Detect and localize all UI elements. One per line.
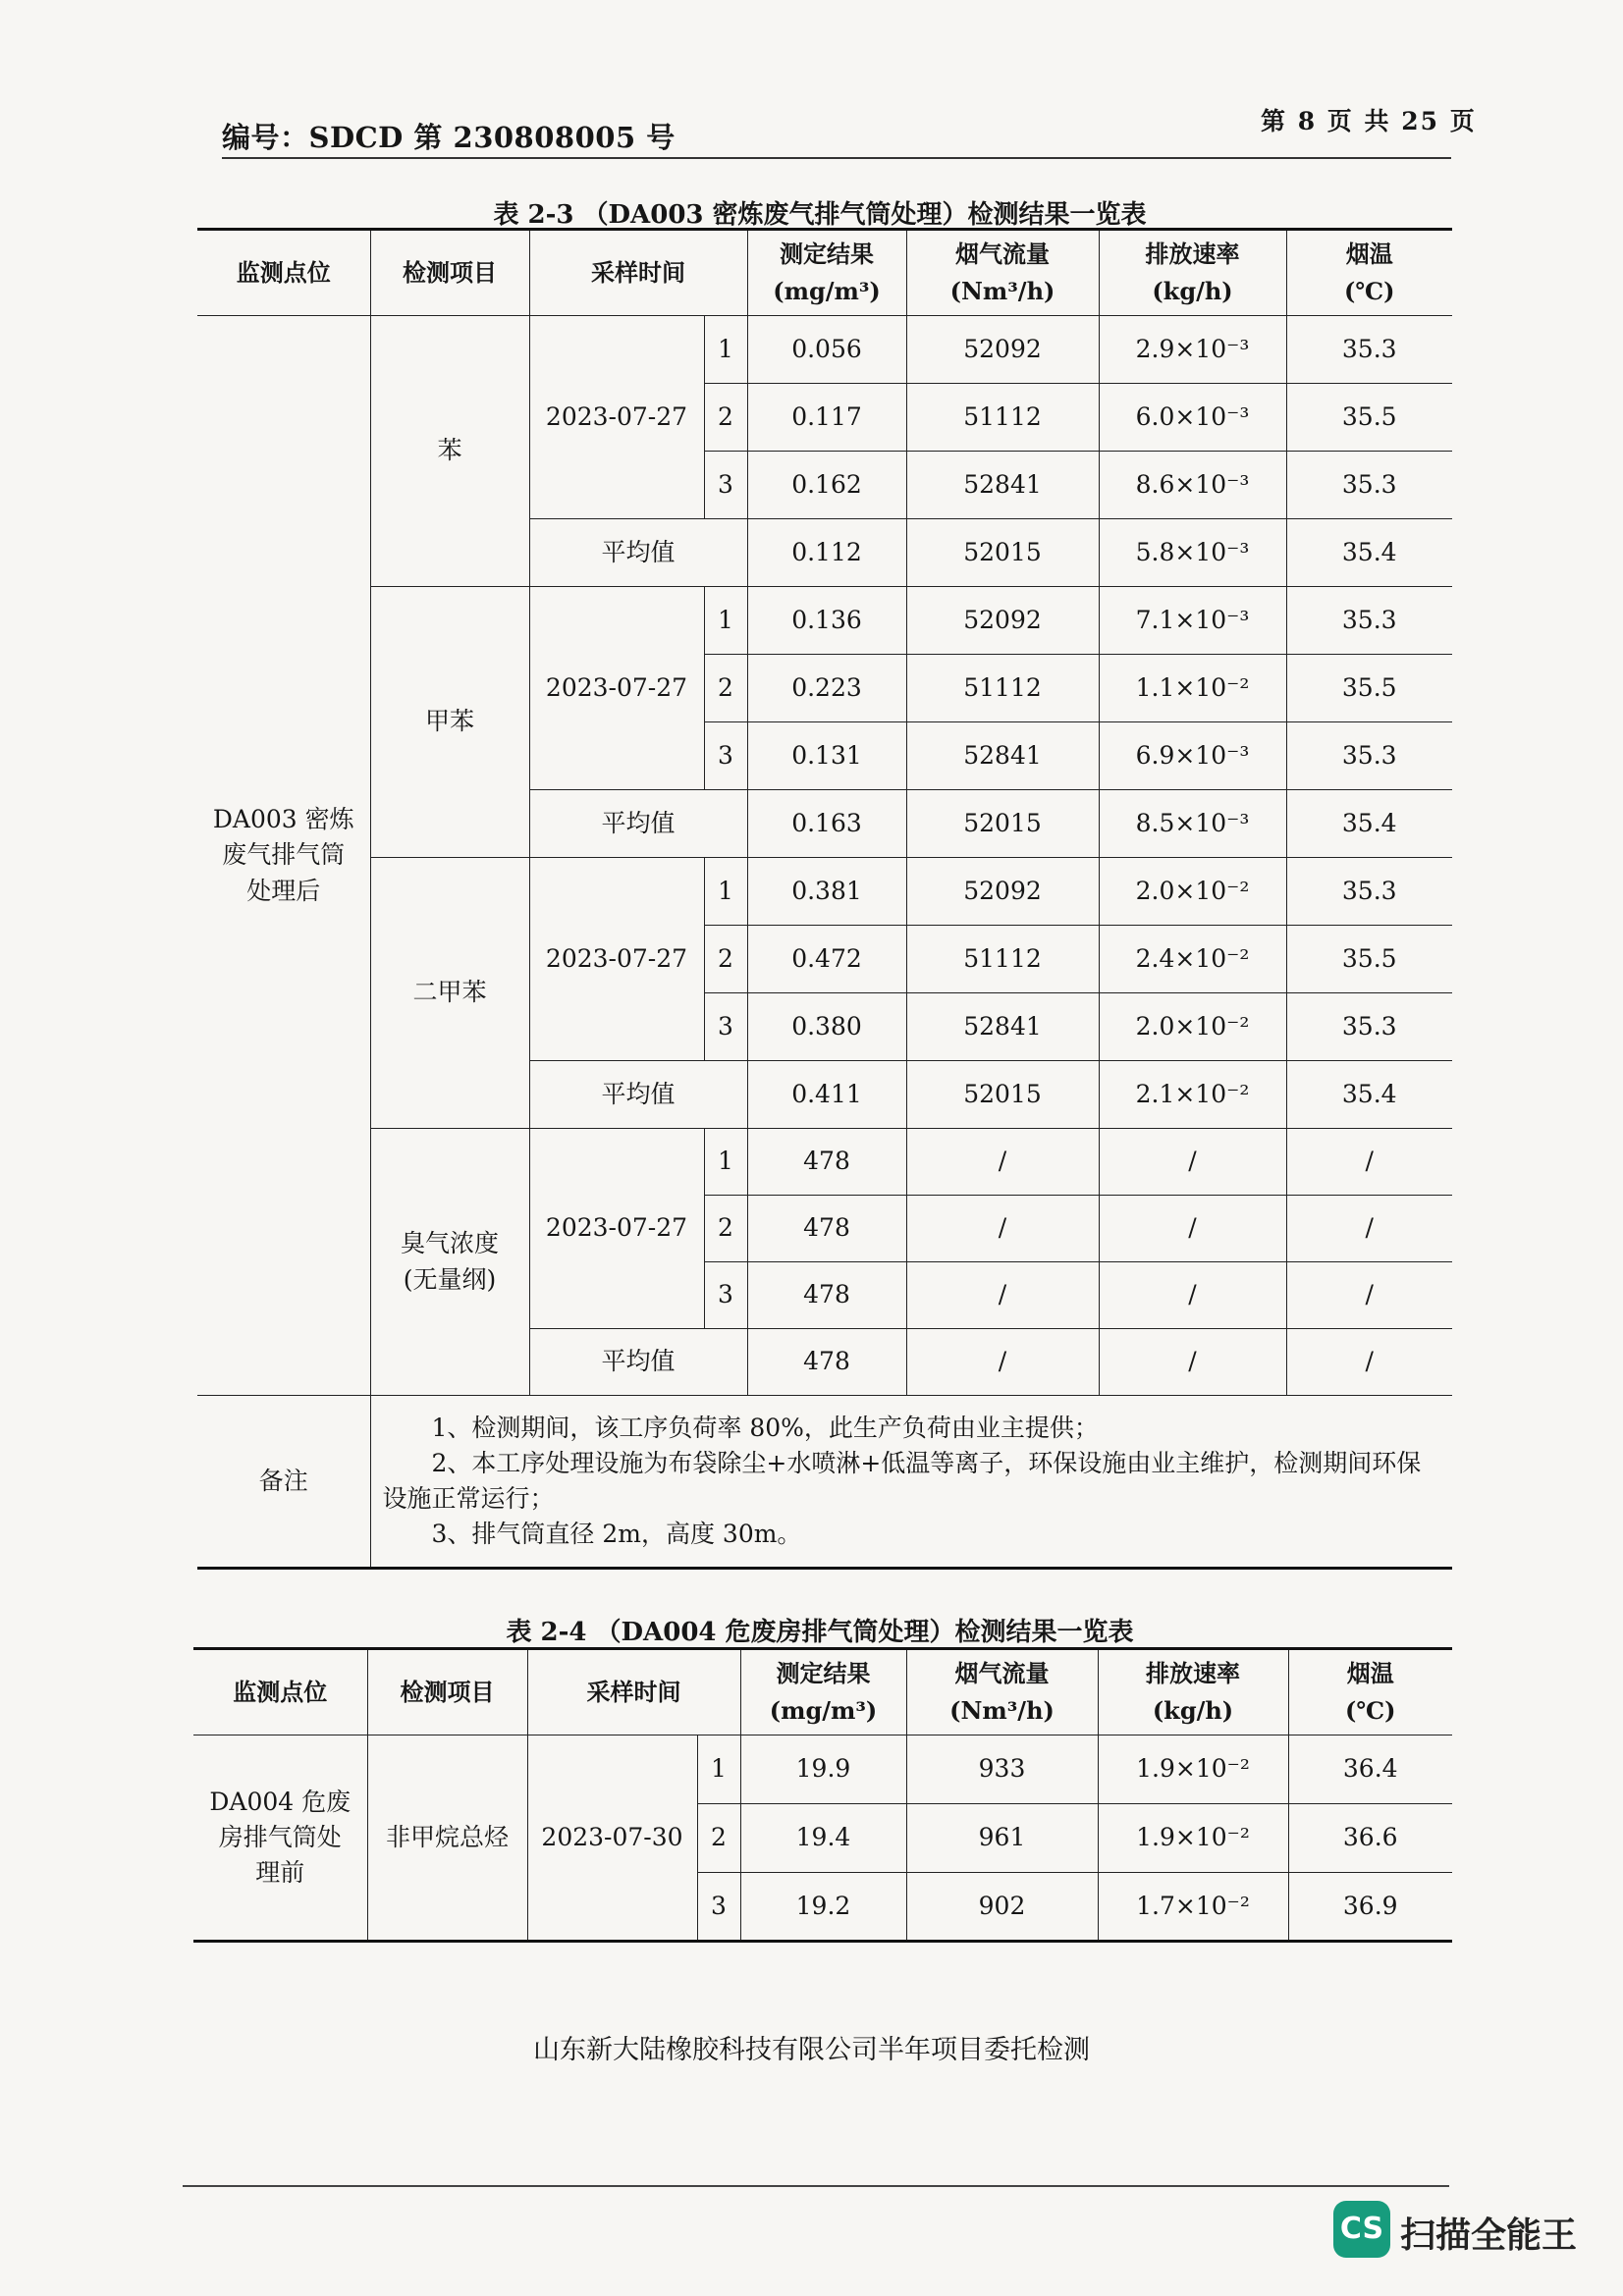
note-1: 1、检测期间，该工序负荷率 80%，此生产负荷由业主提供；	[431, 1413, 1099, 1442]
camscanner-logo-icon: CS	[1333, 2201, 1390, 2258]
average-row: 平均值 0.112 52015 5.8×10⁻³ 35.4	[197, 519, 1452, 587]
date-cell: 2023-07-27	[529, 858, 704, 1061]
table-row: 3 0.162 52841 8.6×10⁻³ 35.3	[197, 452, 1452, 519]
col-result: 测定结果 (mg/m³)	[740, 1649, 906, 1735]
col-date: 采样时间	[529, 230, 747, 316]
col-rate: 排放速率 (kg/h)	[1098, 1649, 1288, 1735]
item-cell: 非甲烷总烃	[367, 1735, 527, 1942]
average-row: 平均值 0.411 52015 2.1×10⁻² 35.4	[197, 1061, 1452, 1129]
item-cell: 二甲苯	[370, 858, 529, 1129]
col-rate: 排放速率 (kg/h)	[1099, 230, 1286, 316]
table-row: 二甲苯 2023-07-27 1 0.381 52092 2.0×10⁻² 35.3	[197, 858, 1452, 926]
table1	[197, 228, 1452, 1570]
col-date: 采样时间	[527, 1649, 740, 1735]
notes-content	[370, 1396, 1452, 1569]
table-row: 2 0.223 51112 1.1×10⁻² 35.5	[197, 655, 1452, 722]
note-2: 2、本工序处理设施为布袋除尘+水喷淋+低温等离子，环保设施由业主维护，检测期间环保设施正常运行；	[382, 1448, 1422, 1513]
table-row: 2 478 / / /	[197, 1196, 1452, 1262]
item-cell: 臭气浓度 (无量纲)	[370, 1129, 529, 1396]
footer-rule	[183, 2185, 1449, 2187]
header-rule	[222, 157, 1451, 159]
table-row: DA004 危废 房排气筒处 理前 非甲烷总烃 2023-07-30 1 19.9 933 1.9×10⁻² 36.4	[193, 1735, 1452, 1804]
col-site: 监测点位	[197, 230, 370, 316]
table2-header-row	[193, 1649, 1452, 1735]
table1-caption: 表 2-3 （DA003 密炼废气排气筒处理）检测结果一览表	[493, 200, 1147, 230]
col-site: 监测点位	[193, 1649, 367, 1735]
average-row: 平均值 478 / / /	[197, 1329, 1452, 1396]
col-flow: 烟气流量 (Nm³/h)	[906, 1649, 1098, 1735]
col-result: 测定结果 (mg/m³)	[747, 230, 906, 316]
table-row: 3 19.2 902 1.7×10⁻² 36.9	[193, 1873, 1452, 1942]
table2	[193, 1647, 1452, 1943]
table-row: 臭气浓度 (无量纲) 2023-07-27 1 478 / / /	[197, 1129, 1452, 1196]
watermark-text: 扫描全能王	[1400, 2216, 1578, 2256]
average-row: 平均值 0.163 52015 8.5×10⁻³ 35.4	[197, 790, 1452, 858]
col-temp: 烟温 (℃)	[1286, 230, 1452, 316]
site-cell: DA003 密炼 废气排气筒 处理后	[197, 316, 370, 1396]
table1-header-row	[197, 230, 1452, 316]
table2-caption: 表 2-4 （DA004 危废房排气筒处理）检测结果一览表	[506, 1618, 1134, 1647]
table-row: 3 0.131 52841 6.9×10⁻³ 35.3	[197, 722, 1452, 790]
site-cell: DA004 危废 房排气筒处 理前	[193, 1735, 367, 1942]
table-row: 2 0.117 51112 6.0×10⁻³ 35.5	[197, 384, 1452, 452]
table-row: 甲苯 2023-07-27 1 0.136 52092 7.1×10⁻³ 35.3	[197, 587, 1452, 655]
date-cell: 2023-07-27	[529, 316, 704, 519]
note-3: 3、排气筒直径 2m，高度 30m。	[431, 1520, 802, 1549]
page-number: 第 8 页 共 25 页	[1261, 107, 1477, 135]
document-number: 编号：SDCD 第 230808005 号	[222, 121, 676, 154]
table-row: 2 19.4 961 1.9×10⁻² 36.6	[193, 1804, 1452, 1873]
item-cell: 苯	[370, 316, 529, 587]
table-row: 3 478 / / /	[197, 1262, 1452, 1329]
notes-row	[197, 1396, 1452, 1569]
date-cell: 2023-07-27	[529, 587, 704, 790]
table-row: 3 0.380 52841 2.0×10⁻² 35.3	[197, 993, 1452, 1061]
col-temp: 烟温 (℃)	[1288, 1649, 1452, 1735]
date-cell: 2023-07-30	[527, 1735, 697, 1942]
footer-text: 山东新大陆橡胶科技有限公司半年项目委托检测	[533, 2035, 1090, 2065]
col-item: 检测项目	[370, 230, 529, 316]
table-row: DA003 密炼 废气排气筒 处理后 苯 2023-07-27 1 0.056 52092 2.9×10⁻³ 35.3	[197, 316, 1452, 384]
table-row: 2 0.472 51112 2.4×10⁻² 35.5	[197, 926, 1452, 993]
notes-label: 备注	[197, 1396, 370, 1569]
col-item: 检测项目	[367, 1649, 527, 1735]
col-flow: 烟气流量 (Nm³/h)	[906, 230, 1099, 316]
date-cell: 2023-07-27	[529, 1129, 704, 1329]
item-cell: 甲苯	[370, 587, 529, 858]
